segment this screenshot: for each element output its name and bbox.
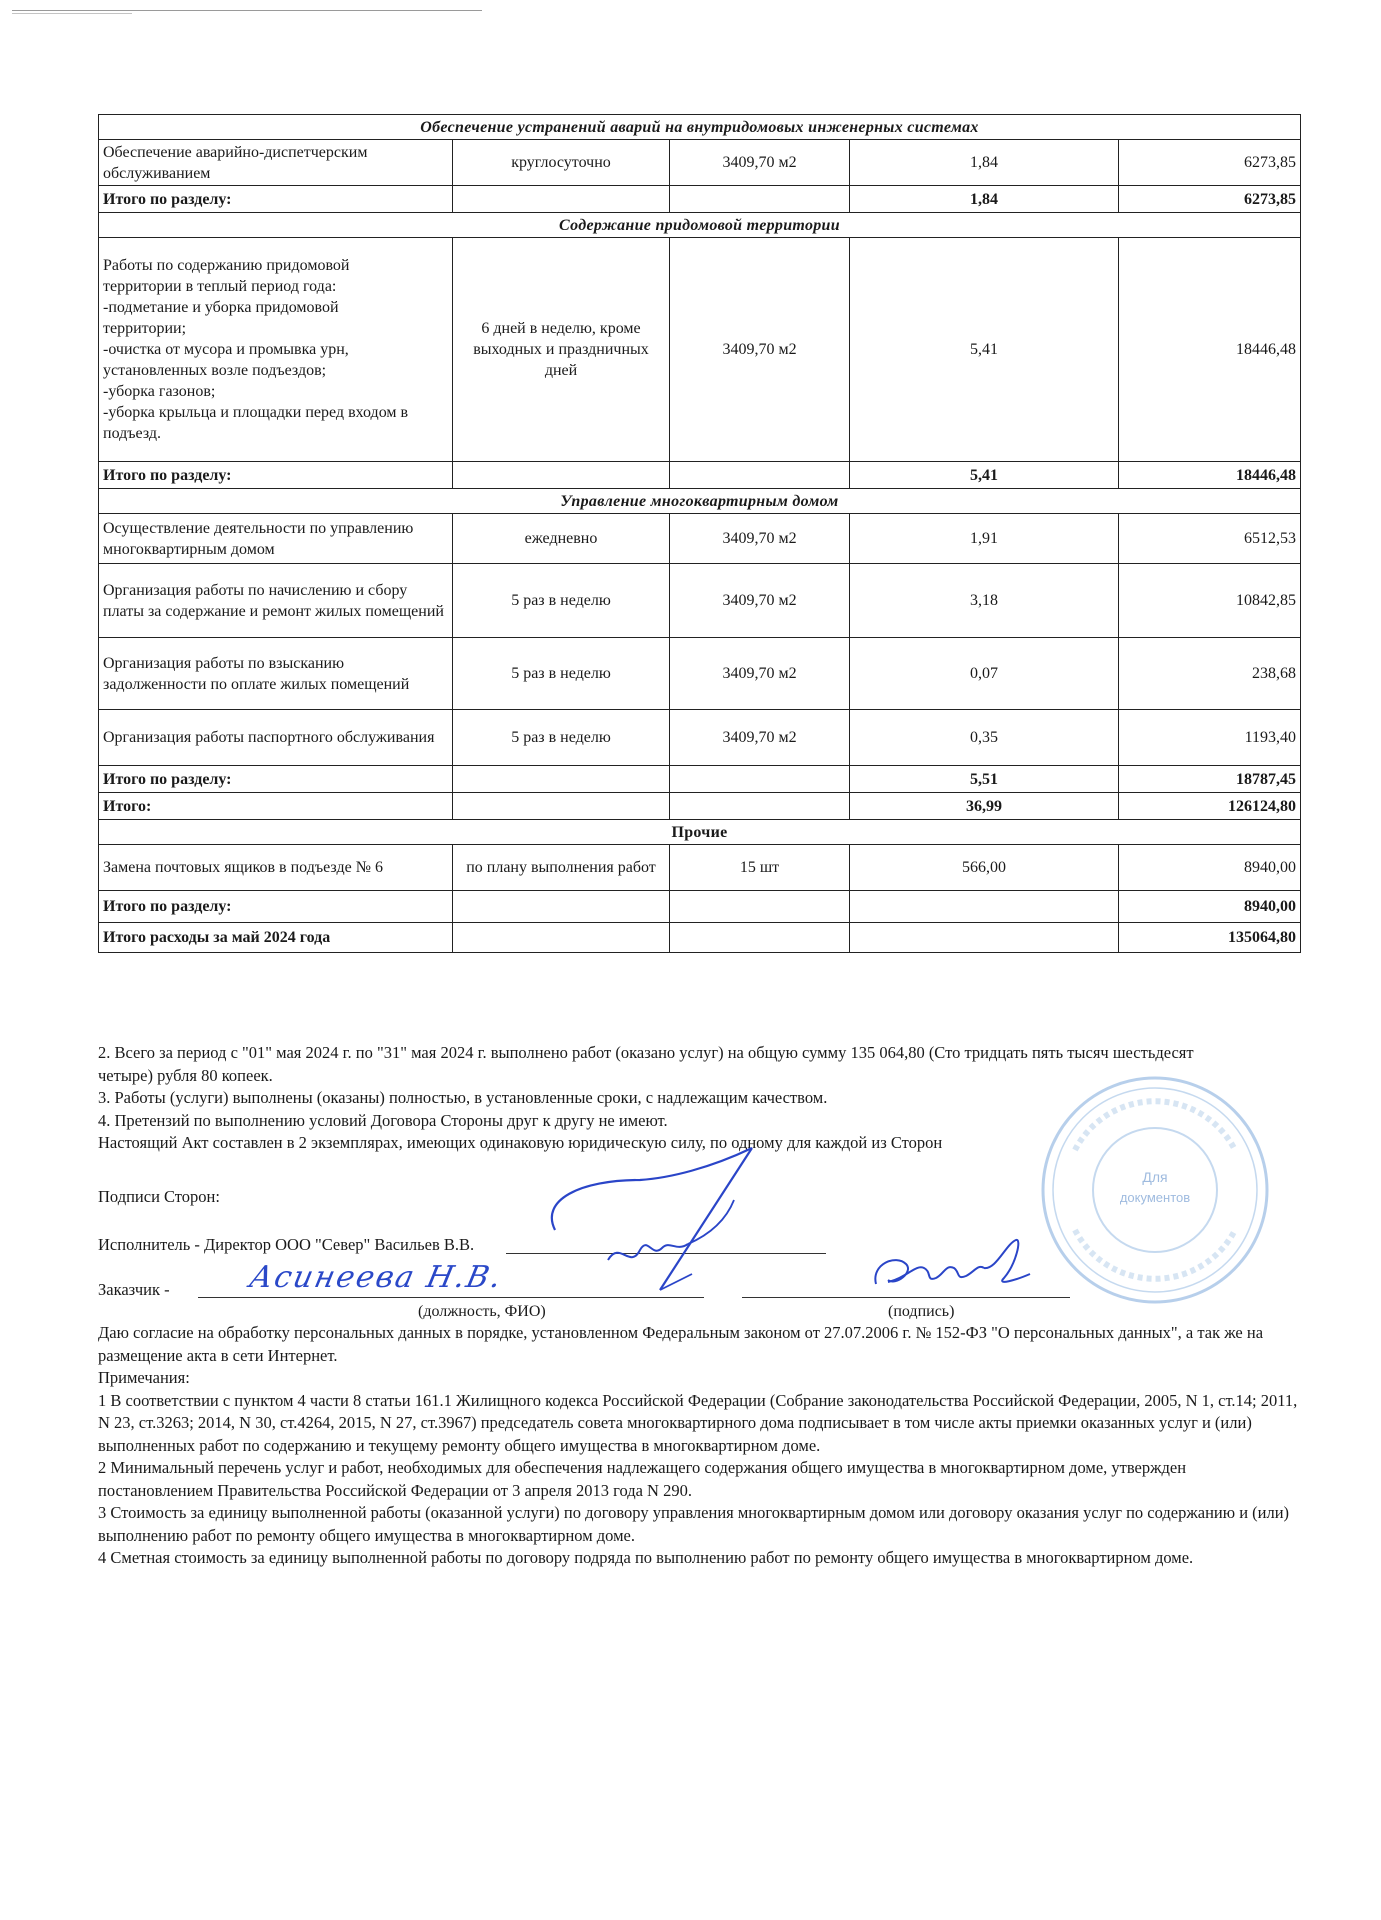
service-period: 5 раз в неделю [453, 564, 670, 638]
service-name: Осуществление деятельности по управлению многоквартирным домом [99, 514, 453, 564]
stamp-text-line: документов [1119, 1190, 1191, 1205]
section-total-row [99, 462, 1301, 489]
service-volume: 15 шт [670, 845, 850, 891]
service-sum: 6512,53 [1119, 514, 1301, 564]
table-row [99, 710, 1301, 766]
statement-copies: Настоящий Акт составлен в 2 экземплярах, имеющих одинаковую юридическую силу, по одному для каждой из Сторон [98, 1133, 943, 1152]
service-volume: 3409,70 м2 [670, 140, 850, 186]
service-sum: 238,68 [1119, 638, 1301, 710]
total-label: Итого по разделу: [99, 891, 453, 923]
note-item: 3 Стоимость за единицу выполненной работы (оказанной услуги) по договору управления многоквартирным домом или договору оказания услуг по содержанию и (или) выполнению работ по ремонту общего имущества в многоквартирном доме. [98, 1503, 1290, 1545]
service-volume: 3409,70 м2 [670, 564, 850, 638]
service-sum: 8940,00 [1119, 845, 1301, 891]
section-header: Содержание придомовой территории [99, 213, 1301, 238]
note-item: 2 Минимальный перечень услуг и работ, необходимых для обеспечения надлежащего содержания общего имущества в многоквартирном доме, утвержден постановлением Правительства Российской Федерации от 3 апреля 2013 года N 290. [98, 1458, 1187, 1500]
grand-total-sum: 126124,80 [1119, 793, 1301, 820]
statement-total: 2. Всего за период с "01" мая 2024 г. по "31" мая 2024 г. выполнено работ (оказано услуг) на общую сумму 135 064,80 (Сто тридцать пять тысяч шестьдесят четыре) рубля 80 копеек. [98, 1043, 1194, 1085]
service-period: ежедневно [453, 514, 670, 564]
customer-label: Заказчик - [98, 1280, 170, 1299]
service-name: Организация работы по взысканию задолженности по оплате жилых помещений [99, 638, 453, 710]
service-rate: 5,41 [850, 238, 1119, 462]
notes-title: Примечания: [98, 1368, 190, 1387]
notes-block [98, 1322, 1298, 1570]
service-period: круглосуточно [453, 140, 670, 186]
table-row [99, 564, 1301, 638]
service-name-line: -очистка от мусора и промывка урн, [103, 341, 349, 358]
section-total-row [99, 891, 1301, 923]
service-sum: 18446,48 [1119, 238, 1301, 462]
service-name-line: -уборка крыльца и площадки перед входом в [103, 404, 409, 421]
table-row [99, 514, 1301, 564]
service-rate: 566,00 [850, 845, 1119, 891]
total-rate: 1,84 [850, 186, 1119, 213]
customer-signature-icon [866, 1234, 1036, 1304]
service-name-line: установленных возле подъездов; [103, 362, 327, 379]
service-period: 5 раз в неделю [453, 638, 670, 710]
service-period: 5 раз в неделю [453, 710, 670, 766]
signatures-title: Подписи Сторон: [98, 1187, 220, 1206]
total-label: Итого по разделу: [99, 186, 453, 213]
service-sum: 10842,85 [1119, 564, 1301, 638]
service-name-line: территории в теплый период года: [103, 278, 337, 295]
grand-total-rate: 36,99 [850, 793, 1119, 820]
service-name-line: подъезд. [103, 425, 161, 442]
service-name-line: -подметание и уборка придомовой [103, 299, 339, 316]
service-name [99, 238, 453, 462]
table-row [99, 238, 1301, 462]
table-row [99, 140, 1301, 186]
service-volume: 3409,70 м2 [670, 514, 850, 564]
service-period: по плану выполнения работ [453, 845, 670, 891]
section-header: Управление многоквартирным домом [99, 489, 1301, 514]
service-period: 6 дней в неделю, кроме выходных и праздничных дней [453, 238, 670, 462]
service-name: Обеспечение аварийно-диспетчерским обслуживанием [99, 140, 453, 186]
total-rate [850, 891, 1119, 923]
note-item: 1 В соответствии с пунктом 4 части 8 статьи 161.1 Жилищного кодекса Российской Федерации (Собрание законодательства Российской Федерации, 2005, N 1, ст.14; 2011, N 23, ст.3263; 2014, N 30, ст.4264, 2015, N 27, ст.3967) председатель совета многоквартирного дома подписывает в том числе акты приемки оказанных услуг и (или) выполненных работ по содержанию и текущему ремонту общего имущества в многоквартирном доме. [98, 1390, 1298, 1455]
grand-total-label: Итого: [99, 793, 453, 820]
scan-edge-line [12, 13, 132, 14]
section-header: Обеспечение устранений аварий на внутридомовых инженерных системах [99, 115, 1301, 140]
caption-signature: (подпись) [888, 1303, 955, 1320]
service-volume: 3409,70 м2 [670, 238, 850, 462]
consent-text: Даю согласие на обработку персональных данных в порядке, установленном Федеральным законом от 27.07.2006 г. № 152-ФЗ "О персональных данных", а так же на размещение акта в сети Интернет. [98, 1323, 1264, 1365]
service-volume: 3409,70 м2 [670, 710, 850, 766]
section-total-row [99, 766, 1301, 793]
table-row [99, 845, 1301, 891]
service-rate: 1,91 [850, 514, 1119, 564]
total-label: Итого по разделу: [99, 766, 453, 793]
total-sum: 18787,45 [1119, 766, 1301, 793]
table-row [99, 638, 1301, 710]
total-sum: 18446,48 [1119, 462, 1301, 489]
total-label: Итого по разделу: [99, 462, 453, 489]
service-rate: 3,18 [850, 564, 1119, 638]
note-item: 4 Сметная стоимость за единицу выполненной работы по договору подряда по выполнению работ по ремонту общего имущества в многоквартирном доме. [98, 1548, 1194, 1567]
final-total-label: Итого расходы за май 2024 года [99, 923, 453, 953]
scan-edge-line [12, 10, 482, 11]
total-sum: 8940,00 [1119, 891, 1301, 923]
service-name: Организация работы паспортного обслуживания [99, 710, 453, 766]
service-sum: 1193,40 [1119, 710, 1301, 766]
service-name-line: -уборка газонов; [103, 383, 216, 400]
service-rate: 0,35 [850, 710, 1119, 766]
caption-position: (должность, ФИО) [418, 1303, 546, 1320]
service-volume: 3409,70 м2 [670, 638, 850, 710]
service-name: Замена почтовых ящиков в подъезде № 6 [99, 845, 453, 891]
service-name: Организация работы по начислению и сбору платы за содержание и ремонт жилых помещений [99, 564, 453, 638]
statement-quality: 3. Работы (услуги) выполнены (оказаны) полностью, в установленные сроки, с надлежащим качеством. [98, 1088, 828, 1107]
final-total-row [99, 923, 1301, 953]
section-header: Прочие [99, 820, 1301, 845]
total-sum: 6273,85 [1119, 186, 1301, 213]
stamp-text-line: Для [1142, 1169, 1168, 1185]
service-rate: 0,07 [850, 638, 1119, 710]
final-total-sum: 135064,80 [1119, 923, 1301, 953]
service-name-line: территории; [103, 320, 187, 337]
total-rate: 5,51 [850, 766, 1119, 793]
service-sum: 6273,85 [1119, 140, 1301, 186]
seal-stamp-icon [1035, 1070, 1275, 1310]
services-table [98, 114, 1301, 953]
grand-total-row [99, 793, 1301, 820]
executor-signature-icon [520, 1140, 780, 1300]
total-rate: 5,41 [850, 462, 1119, 489]
executor-label: Исполнитель - Директор ООО "Север" Васильев В.В. [98, 1235, 475, 1254]
service-name-line: Работы по содержанию придомовой [103, 257, 350, 274]
section-total-row [99, 186, 1301, 213]
service-rate: 1,84 [850, 140, 1119, 186]
statement-claims: 4. Претензий по выполнению условий Договора Стороны друг к другу не имеют. [98, 1110, 668, 1130]
customer-handwritten-name: Асинеева Н.В. [246, 1260, 507, 1295]
